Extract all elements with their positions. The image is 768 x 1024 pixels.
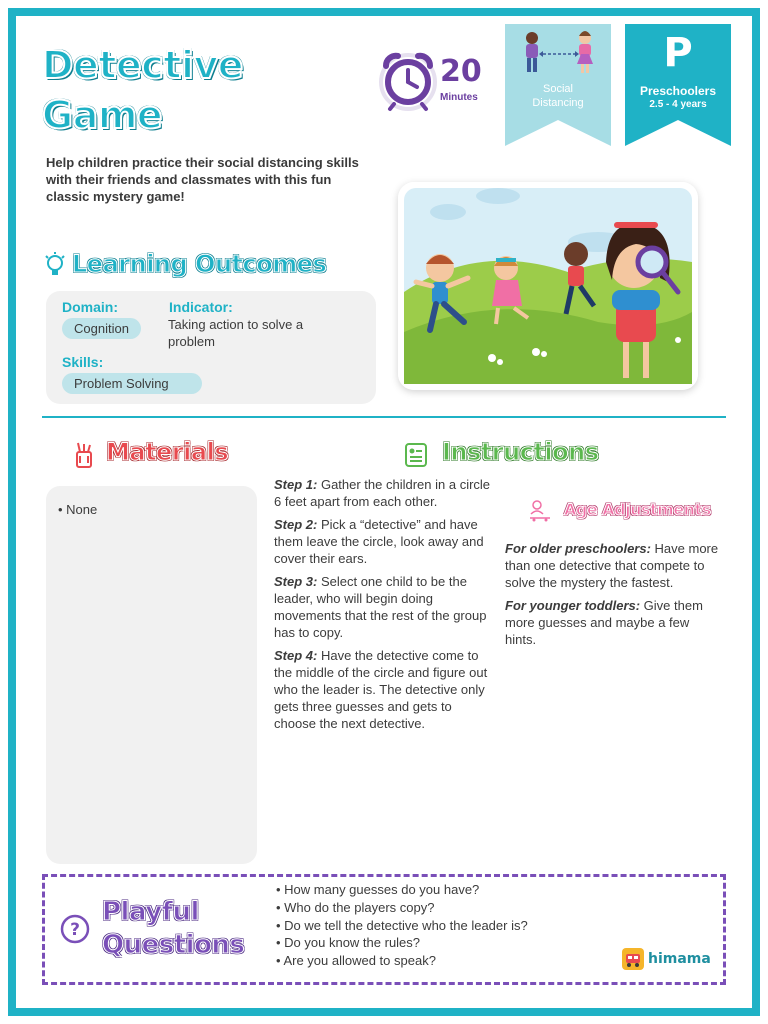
playful-questions-list (276, 881, 528, 970)
title-line-1: Detective (42, 43, 244, 87)
question-item: • How many guesses do you have? (276, 882, 480, 897)
skills-pill: Problem Solving (62, 373, 202, 394)
step-1: Step 1: Gather the children in a circle 6 feet apart from each other. (274, 477, 491, 509)
age-adjustments-heading: Age Adjustments (564, 500, 711, 519)
materials-heading: Materials (106, 438, 229, 466)
children-playing-illustration (398, 182, 698, 390)
older-adjustment: For older preschoolers: Have more than one detective that compete to solve the mystery the fastest. (505, 541, 719, 590)
younger-adjustment: For younger toddlers: Give them more guesses and maybe a few hints. (505, 598, 703, 647)
train-logo-icon (622, 948, 644, 970)
question-item: • Do you know the rules? (276, 935, 421, 951)
playful-heading-line-1: Playful (102, 897, 199, 927)
indicator-label: Indicator: (169, 299, 233, 315)
clipboard-icon (404, 442, 428, 468)
alarm-clock-icon (374, 48, 440, 112)
child-stroller-icon (528, 500, 552, 522)
brand-name: himama (648, 951, 711, 967)
playful-questions-heading (102, 896, 244, 962)
section-divider (42, 416, 726, 418)
instruction-steps (274, 476, 494, 738)
age-group-ribbon (625, 24, 731, 146)
materials-box (46, 486, 257, 864)
pencil-cup-icon (74, 442, 94, 468)
question-item: • Are you allowed to speak? (276, 953, 436, 969)
duration-unit: Minutes (440, 92, 478, 103)
materials-item: • None (58, 502, 98, 517)
step-2: Step 2: Pick a “detective” and have them leave the circle, look away and cover their ears. (274, 517, 484, 566)
duration-value: 20 (440, 54, 482, 89)
question-item: • Who do the players copy? (276, 899, 435, 915)
playful-heading-line-2: Questions (102, 930, 245, 960)
title-line-2: Game (42, 93, 163, 137)
brand-logo (622, 948, 711, 970)
learning-outcomes-heading: Learning Outcomes (72, 250, 327, 278)
social-ribbon-line-1: Social (543, 83, 573, 95)
domain-label: Domain: (62, 299, 118, 315)
age-group-range: 2.5 - 4 years (649, 99, 707, 110)
instructions-heading: Instructions (442, 438, 599, 466)
social-distancing-ribbon (505, 24, 611, 146)
skills-label: Skills: (62, 354, 104, 370)
lightbulb-icon (44, 252, 66, 280)
svg-text:?: ? (70, 920, 80, 940)
step-4: Step 4: Have the detective come to the middle of the circle and figure out who the leader is. The detective only gets three guesses and gets to choose the next detective. (274, 648, 488, 731)
duration-badge (374, 48, 488, 112)
page-title (42, 40, 243, 140)
intro-text: Help children practice their social distancing skills with their friends and classmates with this fun classic mystery game! (46, 155, 359, 204)
question-item: • Do we tell the detective who the leader is? (276, 917, 528, 933)
age-adjustments-text (505, 540, 720, 654)
domain-pill: Cognition (62, 318, 141, 339)
age-group-letter: P (663, 30, 693, 76)
indicator-value: Taking action to solve a problem (168, 317, 304, 349)
age-group-label: Preschoolers (639, 84, 717, 98)
question-mark-icon (60, 914, 90, 944)
social-ribbon-line-2: Distancing (532, 97, 584, 109)
step-3: Step 3: Select one child to be the leader, who will begin doing movements that the rest of the group has to copy. (274, 574, 487, 640)
